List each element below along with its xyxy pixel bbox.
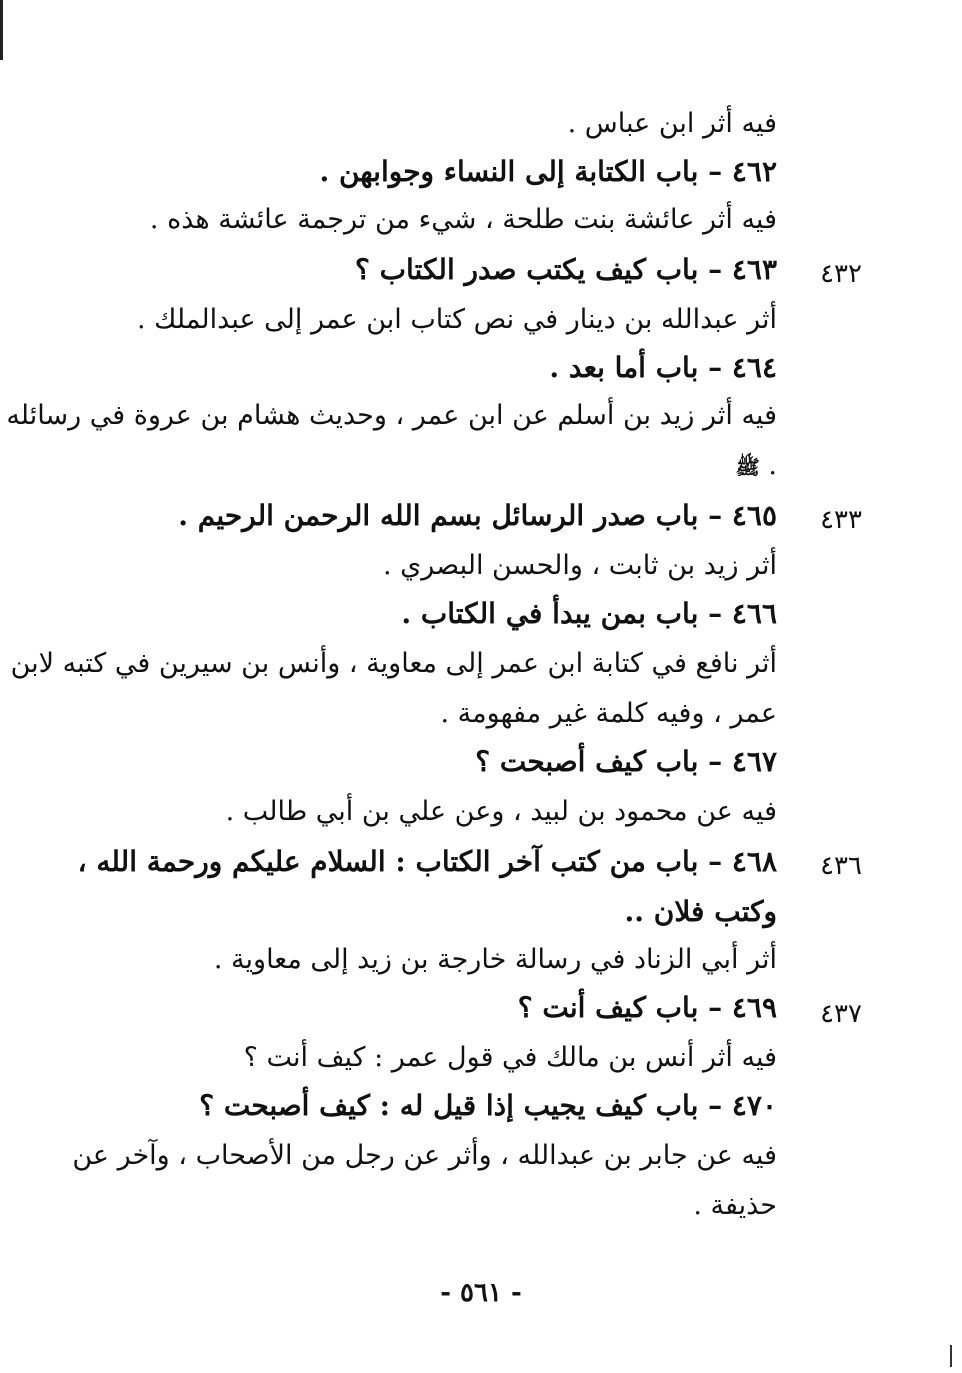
- chapter-heading: ٤٦٢ – باب الكتابة إلى النساء وجوابهن .: [319, 155, 777, 188]
- chapter-heading: ٤٦٥ – باب صدر الرسائل بسم الله الرحمن الرحيم .: [178, 499, 777, 532]
- entry-text: فيه أثر أنس بن مالك في قول عمر : كيف أنت ؟: [243, 1042, 777, 1073]
- salutation-glyph: ﷺ: [735, 454, 760, 479]
- margin-number: ٤٣٢: [820, 259, 862, 289]
- margin-number: ٤٣٣: [820, 505, 862, 535]
- entry-text: أثر عبدالله بن دينار في نص كتاب ابن عمر إلى عبدالملك .: [136, 304, 777, 335]
- entry-text-continuation: حذيفة .: [693, 1190, 777, 1221]
- entry-text: فيه أثر زيد بن أسلم عن ابن عمر ، وحديث هشام بن عروة في رسائله: [6, 400, 777, 431]
- entry-text-continuation: [736, 446, 777, 487]
- entry-text: أثر أبي الزناد في رسالة خارجة بن زيد إلى معاوية .: [213, 944, 777, 975]
- page-edge-mark: [950, 1345, 952, 1367]
- margin-number: ٤٣٦: [820, 851, 862, 881]
- entry-text: فيه عن جابر بن عبدالله ، وأثر عن رجل من الأصحاب ، وآخر عن: [72, 1140, 777, 1171]
- entry-text: فيه أثر ابن عباس .: [567, 108, 777, 139]
- margin-number: ٤٣٧: [820, 999, 862, 1029]
- chapter-heading: ٤٦٣ – باب كيف يكتب صدر الكتاب ؟: [355, 253, 777, 286]
- chapter-heading: ٤٦٨ – باب من كتب آخر الكتاب : السلام عليكم ورحمة الله ،: [77, 845, 777, 878]
- entry-text: أثر زيد بن ثابت ، والحسن البصري .: [382, 550, 777, 581]
- entry-text: أثر نافع في كتابة ابن عمر إلى معاوية ، وأنس بن سيرين في كتبه لابن: [10, 648, 777, 679]
- chapter-heading: ٤٦٦ – باب بمن يبدأ في الكتاب .: [401, 597, 777, 630]
- entry-text-end: .: [768, 450, 777, 481]
- chapter-heading: ٤٦٩ – باب كيف أنت ؟: [517, 991, 777, 1024]
- entry-text-continuation: عمر ، وفيه كلمة غير مفهومة .: [440, 698, 777, 729]
- chapter-heading: ٤٧٠ – باب كيف يجيب إذا قيل له : كيف أصبحت ؟: [199, 1089, 777, 1122]
- entry-text: فيه أثر عائشة بنت طلحة ، شيء من ترجمة عائشة هذه .: [149, 204, 777, 235]
- entry-text: فيه عن محمود بن لبيد ، وعن علي بن أبي طالب .: [225, 796, 777, 827]
- chapter-heading: ٤٦٤ – باب أما بعد .: [549, 351, 777, 384]
- page-number: - ٥٦١ -: [440, 1278, 522, 1308]
- chapter-heading: ٤٦٧ – باب كيف أصبحت ؟: [475, 745, 777, 778]
- chapter-heading-continuation: وكتب فلان ..: [624, 895, 777, 928]
- page-edge: [0, 0, 3, 60]
